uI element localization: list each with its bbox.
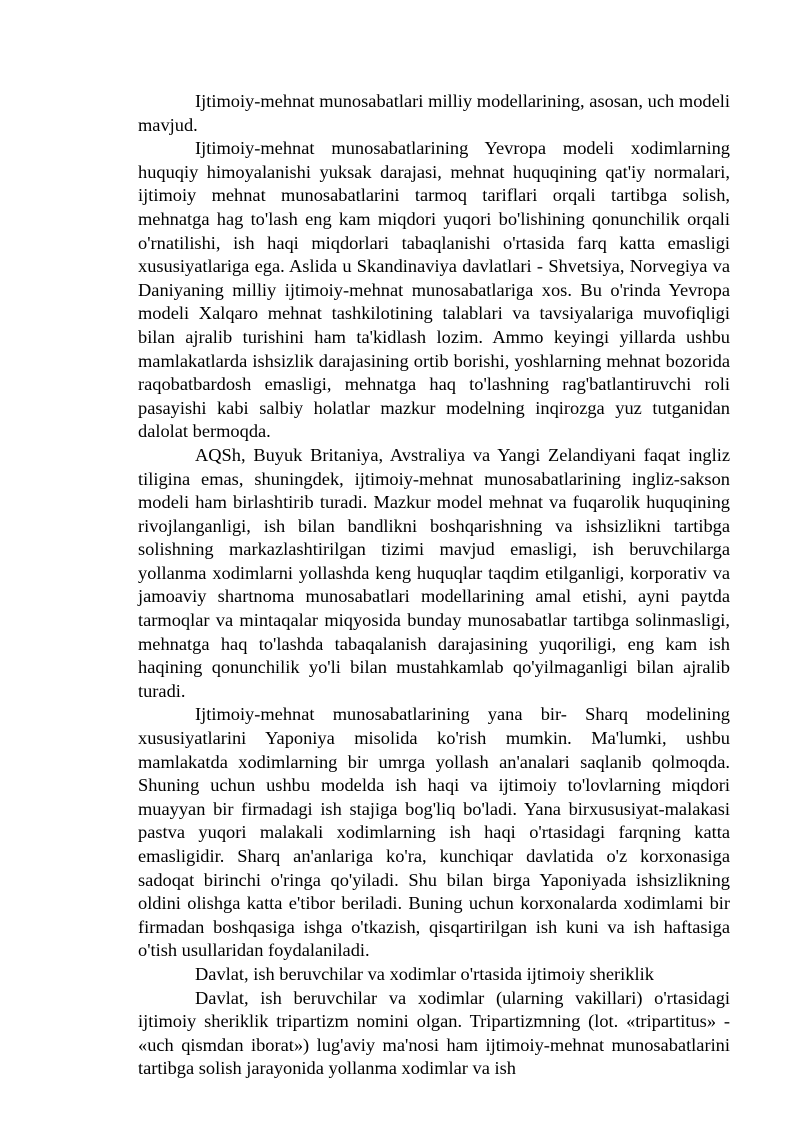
document-page bbox=[138, 90, 730, 1081]
paragraph-tripartism: Davlat, ish beruvchilar va xodimlar (ularning vakillari) o'rtasidagi ijtimoiy sheriklik tripartizm nomini olgan. Tripartizmning (lot. «tripartitus» - «uch qismdan iborat») lug'aviy ma'nosi ham ijtimoiy-mehnat munosabatlarini tartibga solish jarayonida yollanma xodimlar va ish bbox=[138, 987, 730, 1079]
paragraph-anglo-saxon-model: AQSh, Buyuk Britaniya, Avstraliya va Yangi Zelandiyani faqat ingliz tiligina emas, shuningdek, ijtimoiy-mehnat munosabatlarining ingliz-sakson modeli ham birlashtirib turadi. Mazkur model mehnat va fuqarolik huquqining rivojlanganligi, ish bilan bandlikni boshqarishning va ishsizlikni tartibga solishning markazlashtirilgan tizimi mavjud emasligi, ish beruvchilarga yollanma xodimlarni yollashda keng huquqlar taqdim etilganligi, korporativ va jamoaviy shartnoma munosabatlari modellarining amal etishi, ayni paytda tarmoqlar va mintaqalar miqyosida bunday munosabatlar tartibga solinmasligi, mehnatga haq to'lashda tabaqalanish darajasining yuqoriligi, eng kam ish haqining qonunchilik yo'li bilan mustahkamlab qo'yilmaganligi bilan ajralib turadi. bbox=[138, 444, 730, 701]
paragraph-european-model: Ijtimoiy-mehnat munosabatlarining Yevropa modeli xodimlarning huquqiy himoyalanishi yuksak darajasi, mehnat huquqining qat'iy normalari, ijtimoiy mehnat munosabatlarini tarmoq tariflari orqali tartibga solish, mehnatga hag to'lash eng kam miqdori yuqori bo'lishining qonunchilik orqali o'rnatilishi, ish haqi miqdorlari tabaqlanishi o'rtasida farq katta emasligi xususiyatlariga ega. Aslida u Skandinaviya davlatlari - Shvetsiya, Norvegiya va Daniyaning milliy ijtimoiy-mehnat munosabatlariga xos. Bu o'rinda Yevropa modeli Xalqaro mehnat tashkilotining talablari va tavsiyalariga muvofiqligi bilan ajralib turishini ham ta'kidlash lozim. Ammo keyingi yillarda ushbu mamlakatlarda ishsizlik darajasining ortib borishi, yoshlarning mehnat bozorida raqobatbardosh emasligi, mehnatga haq to'lashning rag'batlantiruvchi roli pasayishi kabi salbiy holatlar mazkur modelning inqirozga yuz tutganidan dalolat bermoqda. bbox=[138, 138, 730, 442]
paragraph-eastern-model: Ijtimoiy-mehnat munosabatlarining yana bir- Sharq modelining xususiyatlarini Yaponiya misolida ko'rish mumkin. Ma'lumki, ushbu mamlakatda xodimlarning bir umrga yollash an'analari saqlanib qolmoqda. Shuning uchun ushbu modelda ish haqi va ijtimoiy to'lovlarning miqdori muayyan bir firmadagi ish stajiga bog'liq bo'ladi. Yana birxususiyat-malakasi pastva yuqori malakali xodimlarning ish haqi o'rtasidagi farqning katta emasligidir. Sharq an'anlariga ko'ra, kunchiqar davlatida o'z korxonasiga sadoqat birinchi o'ringa qo'yiladi. Shu bilan birga Yaponiyada ishsizlikning oldini olishga katta e'tibor beriladi. Buning uchun korxonalarda xodimlami bir firmadan boshqasiga ishga o'tkazish, qisqartirilgan ish kuni va ish haftasiga o'tish usullaridan foydalaniladi. bbox=[138, 704, 730, 961]
paragraph-intro: Ijtimoiy-mehnat munosabatlari milliy modellarining, asosan, uch modeli mavjud. bbox=[138, 91, 730, 135]
section-heading: Davlat, ish beruvchilar va xodimlar o'rtasida ijtimoiy sheriklik bbox=[195, 963, 654, 984]
